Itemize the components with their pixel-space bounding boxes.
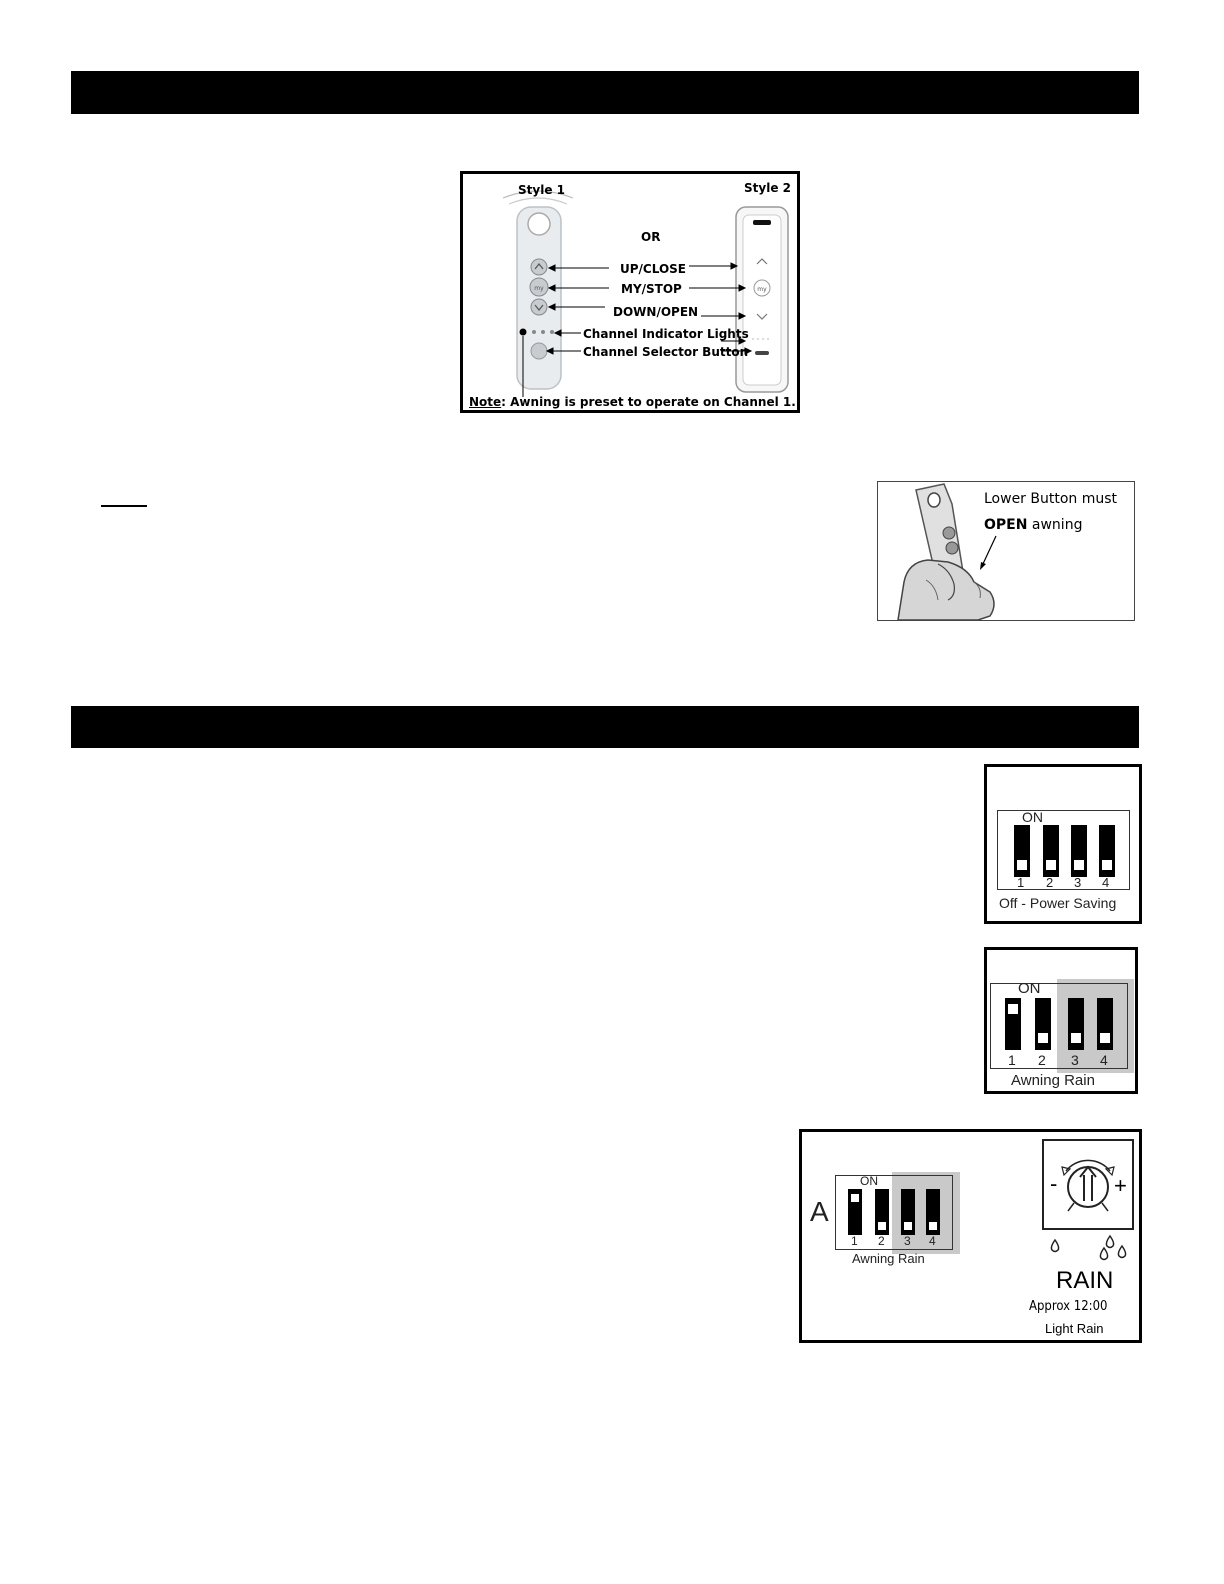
dip-number-4: 4 bbox=[929, 1234, 936, 1248]
dip-switch-block bbox=[990, 980, 1128, 1069]
approx-label: Approx 12:00 bbox=[1029, 1299, 1108, 1314]
dip-switch-3 bbox=[1068, 998, 1084, 1050]
note-text: : Awning is preset to operate on Channel 1. bbox=[501, 395, 796, 409]
down-open-label: DOWN/OPEN bbox=[613, 305, 699, 319]
hand-button-figure bbox=[877, 481, 1135, 621]
dip-switch-4 bbox=[1099, 825, 1115, 877]
dip-switch-3 bbox=[1071, 825, 1087, 877]
dip-switch-block bbox=[835, 1175, 953, 1250]
svg-text:my: my bbox=[757, 286, 767, 293]
rain-sensitivity-figure bbox=[799, 1129, 1142, 1343]
dip-switch-2 bbox=[1035, 998, 1051, 1050]
sensitivity-dial-box bbox=[1042, 1139, 1134, 1230]
dip-on-label: ON bbox=[1022, 809, 1043, 825]
style-1-label: Style 1 bbox=[518, 183, 565, 197]
dip-switch-2 bbox=[1043, 825, 1059, 877]
dip-switch-1 bbox=[1014, 825, 1030, 877]
dip-number-3: 3 bbox=[1071, 1052, 1079, 1068]
dip-number-2: 2 bbox=[1038, 1052, 1046, 1068]
dip-switch-1 bbox=[848, 1189, 862, 1235]
dip-caption: Off - Power Saving bbox=[999, 895, 1117, 911]
dip-switch-awning-rain-figure bbox=[984, 947, 1138, 1094]
dip-number-2: 2 bbox=[1046, 875, 1054, 890]
dip-number-4: 4 bbox=[1100, 1052, 1108, 1068]
note-line bbox=[469, 395, 796, 409]
dip-caption: Awning Rain bbox=[852, 1251, 925, 1266]
channel-indicator-lights-label: Channel Indicator Lights bbox=[583, 327, 749, 341]
awning-word: awning bbox=[1027, 517, 1083, 533]
minus-label: - bbox=[1050, 1171, 1058, 1196]
dip-caption: Awning Rain bbox=[1011, 1072, 1095, 1089]
note-word: Note bbox=[469, 395, 502, 409]
svg-text:my: my bbox=[534, 285, 544, 292]
hand-caption-line-1: Lower Button must bbox=[984, 491, 1118, 507]
dip-number-1: 1 bbox=[851, 1234, 858, 1248]
channel-selector-button-label: Channel Selector Button bbox=[583, 345, 749, 359]
style-2-label: Style 2 bbox=[744, 181, 791, 195]
dip-on-label: ON bbox=[1018, 980, 1041, 997]
dip-switch-3 bbox=[901, 1189, 915, 1235]
open-word: OPEN bbox=[984, 517, 1028, 533]
dip-number-2: 2 bbox=[878, 1234, 885, 1248]
dip-number-1: 1 bbox=[1008, 1052, 1016, 1068]
plus-label: + bbox=[1114, 1173, 1127, 1198]
dip-on-label: ON bbox=[860, 1174, 878, 1188]
hand-figure-caption bbox=[984, 486, 1117, 538]
dip-switch-2 bbox=[875, 1189, 889, 1235]
dip-number-4: 4 bbox=[1102, 875, 1110, 890]
light-rain-label: Light Rain bbox=[1045, 1321, 1104, 1336]
dip-switch-4 bbox=[926, 1189, 940, 1235]
remote-controls-figure bbox=[460, 171, 800, 413]
dip-switch-1 bbox=[1005, 998, 1021, 1050]
dip-number-1: 1 bbox=[1017, 875, 1025, 890]
dip-number-3: 3 bbox=[1074, 875, 1082, 890]
hand-caption-line-2 bbox=[984, 512, 1117, 538]
or-label: OR bbox=[641, 230, 661, 244]
dip-switch-power-saving-figure bbox=[984, 764, 1142, 924]
dip-switch-block bbox=[997, 810, 1130, 890]
rain-drops-icon bbox=[1044, 1234, 1144, 1264]
up-close-label: UP/CLOSE bbox=[620, 262, 686, 276]
my-stop-label: MY/STOP bbox=[621, 282, 682, 296]
rain-label: RAIN bbox=[1056, 1267, 1114, 1294]
underline-fragment bbox=[101, 505, 147, 507]
section-header-bar-middle bbox=[71, 706, 1139, 748]
a-label: A bbox=[810, 1196, 829, 1227]
dip-switch-4 bbox=[1097, 998, 1113, 1050]
section-header-bar-top bbox=[71, 71, 1139, 114]
dip-number-3: 3 bbox=[904, 1234, 911, 1248]
